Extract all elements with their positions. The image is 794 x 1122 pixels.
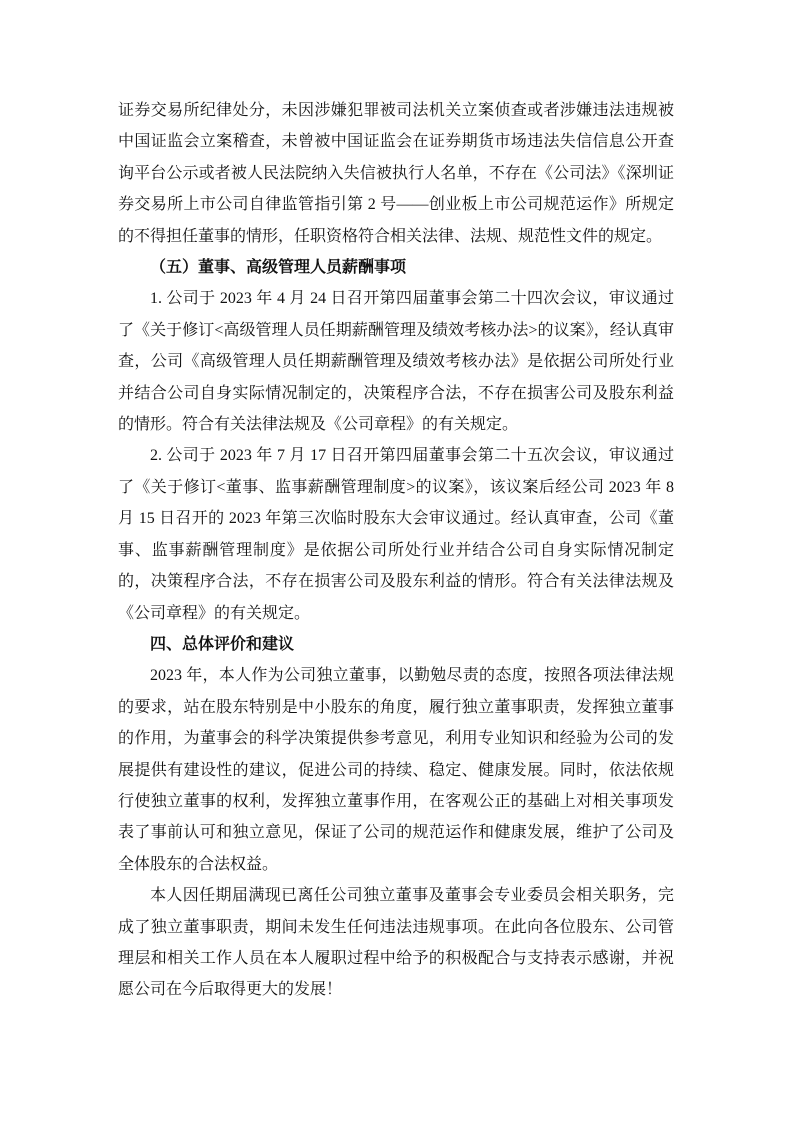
paragraph-qualification-continuation: 证券交易所纪律处分，未因涉嫌犯罪被司法机关立案侦查或者涉嫌违法违规被中国证监会立案稽查，未曾被中国证监会在证券期货市场违法失信信息公开查询平台公示或者被人民法院纳入失信被执行人名单，不存在《公司法》《深圳证券交易所上市公司自律监管指引第 2 号——创业板上市公司规范运作》所规定的不得担任董事的情形，任职资格符合相关法律、法规、规范性文件的规定。 <box>118 102 674 245</box>
section-heading-remuneration: （五）董事、高级管理人员薪酬事项 <box>150 259 407 277</box>
section-heading-overall-evaluation: 四、总体评价和建议 <box>150 635 295 653</box>
document-body <box>118 95 674 1006</box>
paragraph-item-1-board-meeting-24: 1. 公司于 2023 年 4 月 24 日召开第四届董事会第二十四次会议，审议通过了《关于修订<高级管理人员任期薪酬管理及绩效考核办法>的议案》，经认真审查，公司《高级管理人员任期薪酬管理及绩效考核办法》是依据公司所处行业并结合公司自身实际情况制定的，决策程序合法，不存在损害公司及股东利益的情形。符合有关法律法规及《公司章程》的有关规定。 <box>118 290 674 434</box>
paragraph-evaluation-duties: 2023 年，本人作为公司独立董事，以勤勉尽责的态度，按照各项法律法规的要求，站在股东特别是中小股东的角度，履行独立董事职责，发挥独立董事的作用，为董事会的科学决策提供参考意见，利用专业知识和经验为公司的发展提供有建设性的建议，促进公司的持续、稳定、健康发展。同时，依法依规行使独立董事的权利，发挥独立董事作用，在客观公正的基础上对相关事项发表了事前认可和独立意见，保证了公司的规范运作和健康发展，维护了公司及全体股东的合法权益。 <box>118 667 674 873</box>
paragraph-closing-thanks: 本人因任期届满现已离任公司独立董事及董事会专业委员会相关职务，完成了独立董事职责，期间未发生任何违法违规事项。在此向各位股东、公司管理层和相关工作人员在本人履职过程中给予的积极配合与支持表示感谢，并祝愿公司在今后取得更大的发展！ <box>118 887 674 999</box>
paragraph-item-2-board-meeting-25: 2. 公司于 2023 年 7 月 17 日召开第四届董事会第二十五次会议，审议通过了《关于修订<董事、监事薪酬管理制度>的议案》，该议案后经公司 2023 年 8 月 15 日召开的 2023 年第三次临时股东大会审议通过。经认真审查，公司《董事、监事薪酬管理制度》是依据公司所处行业并结合公司自身实际情况制定的，决策程序合法，不存在损害公司及股东利益的情形。符合有关法律法规及《公司章程》的有关规定。 <box>118 447 674 622</box>
